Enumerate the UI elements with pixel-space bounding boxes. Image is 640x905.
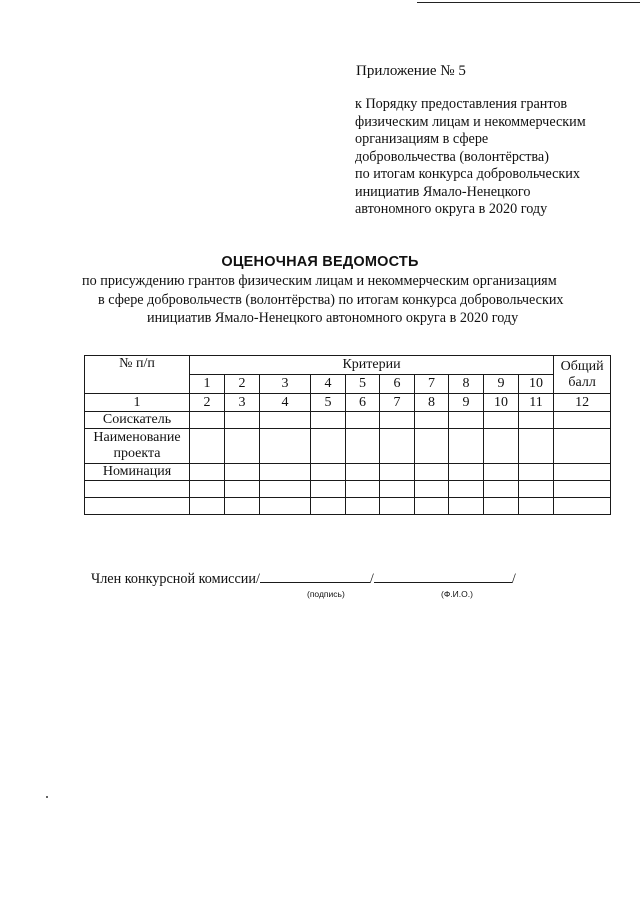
empty-cell	[85, 481, 190, 498]
header-total-cell	[554, 356, 611, 394]
empty-cell	[346, 481, 380, 498]
empty-cell	[484, 412, 519, 429]
criteria-number-cell: 2	[225, 375, 260, 394]
empty-cell	[225, 464, 260, 481]
empty-cell	[449, 481, 484, 498]
row-label-project-name	[85, 429, 190, 464]
criteria-number-cell: 7	[415, 375, 449, 394]
empty-cell	[415, 481, 449, 498]
empty-cell	[519, 429, 554, 464]
column-number-cell: 9	[449, 394, 484, 412]
empty-cell	[554, 498, 611, 515]
signature-caption: (подпись)	[307, 589, 345, 599]
empty-cell	[260, 498, 311, 515]
empty-cell	[260, 429, 311, 464]
signature-line	[91, 570, 516, 588]
empty-cell	[380, 464, 415, 481]
evaluation-table	[84, 355, 611, 515]
empty-cell	[190, 429, 225, 464]
empty-cell	[85, 498, 190, 515]
empty-cell	[311, 481, 346, 498]
criteria-number-cell: 4	[311, 375, 346, 394]
subtitle-line: инициатив Ямало-Ненецкого автономного округа в 2020 году	[147, 310, 519, 326]
subtitle-line: в сфере добровольчеств (волонтёрства) по итогам конкурса добровольческих	[98, 291, 564, 308]
row-label-line: проекта	[113, 446, 161, 461]
column-number-cell: 4	[260, 394, 311, 412]
header-criteria-cell: Критерии	[190, 356, 554, 375]
table-header-row	[85, 356, 611, 375]
criteria-number-cell: 10	[519, 375, 554, 394]
empty-cell	[380, 412, 415, 429]
subtitle-line: по присуждению грантов физическим лицам и некоммерческим организациям	[82, 273, 557, 289]
appendix-line: по итогам конкурса добровольческих	[355, 166, 580, 182]
column-number-cell: 11	[519, 394, 554, 412]
empty-cell	[346, 464, 380, 481]
row-label-line: Наименование	[93, 430, 181, 445]
empty-cell	[380, 429, 415, 464]
document-subtitle	[60, 272, 640, 328]
empty-cell	[554, 412, 611, 429]
empty-cell	[484, 498, 519, 515]
header-total-line: балл	[568, 374, 596, 390]
empty-cell	[484, 429, 519, 464]
empty-cell	[260, 481, 311, 498]
empty-cell	[311, 498, 346, 515]
appendix-line: автономного округа в 2020 году	[355, 201, 548, 217]
empty-cell	[415, 412, 449, 429]
empty-cell	[415, 498, 449, 515]
table-row-blank	[85, 481, 611, 498]
empty-cell	[519, 498, 554, 515]
table-row-nomination	[85, 464, 611, 481]
empty-cell	[449, 429, 484, 464]
row-label-applicant: Соискатель	[85, 412, 190, 429]
signature-blank	[260, 570, 370, 583]
column-number-cell: 3	[225, 394, 260, 412]
scan-speck	[46, 796, 48, 798]
empty-cell	[415, 429, 449, 464]
column-number-cell: 6	[346, 394, 380, 412]
empty-cell	[260, 412, 311, 429]
empty-cell	[554, 464, 611, 481]
signature-separator: /	[511, 571, 516, 587]
appendix-line: инициатив Ямало-Ненецкого	[355, 183, 531, 200]
empty-cell	[346, 429, 380, 464]
column-number-cell: 8	[415, 394, 449, 412]
row-label-nomination: Номинация	[85, 464, 190, 481]
table-row-blank	[85, 498, 611, 515]
table-row-applicant	[85, 412, 611, 429]
empty-cell	[415, 464, 449, 481]
appendix-line: добровольчества (волонтёрства)	[355, 148, 549, 165]
empty-cell	[449, 464, 484, 481]
appendix-line: организациям в сфере	[355, 131, 489, 147]
empty-cell	[225, 412, 260, 429]
column-number-cell: 10	[484, 394, 519, 412]
empty-cell	[190, 464, 225, 481]
empty-cell	[346, 498, 380, 515]
column-number-cell: 1	[85, 394, 190, 412]
appendix-text-block	[355, 96, 615, 219]
appendix-line: физическим лицам и некоммерческим	[355, 113, 586, 130]
name-caption: (Ф.И.О.)	[441, 589, 473, 599]
criteria-number-cell: 1	[190, 375, 225, 394]
table-column-number-row	[85, 394, 611, 412]
column-number-cell: 5	[311, 394, 346, 412]
empty-cell	[346, 412, 380, 429]
empty-cell	[380, 498, 415, 515]
empty-cell	[311, 429, 346, 464]
criteria-number-cell: 9	[484, 375, 519, 394]
criteria-number-cell: 6	[380, 375, 415, 394]
empty-cell	[449, 498, 484, 515]
column-number-cell: 2	[190, 394, 225, 412]
header-number-cell: № п/п	[85, 356, 190, 394]
empty-cell	[311, 464, 346, 481]
appendix-line: к Порядку предоставления грантов	[355, 96, 568, 112]
signature-separator: /	[369, 571, 374, 587]
empty-cell	[190, 498, 225, 515]
empty-cell	[190, 481, 225, 498]
empty-cell	[260, 464, 311, 481]
criteria-number-cell: 8	[449, 375, 484, 394]
empty-cell	[554, 481, 611, 498]
column-number-cell: 7	[380, 394, 415, 412]
signature-label: Член конкурсной комиссии/	[91, 571, 260, 587]
empty-cell	[519, 481, 554, 498]
table-row-project-name	[85, 429, 611, 464]
empty-cell	[519, 412, 554, 429]
column-number-cell: 12	[554, 394, 611, 412]
empty-cell	[225, 429, 260, 464]
document-title: ОЦЕНОЧНАЯ ВЕДОМОСТЬ	[221, 254, 419, 270]
criteria-number-cell: 3	[260, 375, 311, 394]
criteria-number-cell: 5	[346, 375, 380, 394]
empty-cell	[190, 412, 225, 429]
empty-cell	[225, 498, 260, 515]
empty-cell	[554, 429, 611, 464]
empty-cell	[484, 464, 519, 481]
empty-cell	[311, 412, 346, 429]
appendix-title: Приложение № 5	[356, 63, 466, 79]
header-total-line: Общий	[560, 358, 604, 374]
empty-cell	[484, 481, 519, 498]
top-edge-rule	[417, 2, 640, 3]
empty-cell	[449, 412, 484, 429]
empty-cell	[380, 481, 415, 498]
empty-cell	[225, 481, 260, 498]
name-blank	[374, 570, 512, 583]
empty-cell	[519, 464, 554, 481]
